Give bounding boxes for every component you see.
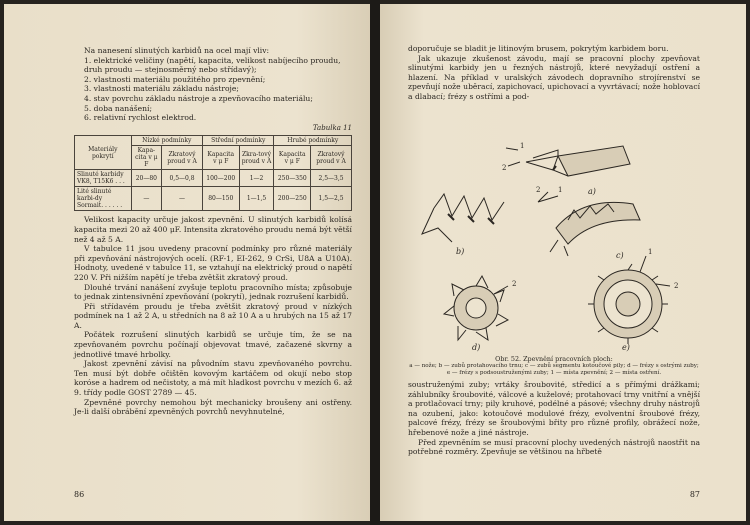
table-cell: — xyxy=(162,187,203,211)
table-group-medium: Střední podmínky xyxy=(202,136,274,146)
table-subhead: Kapa-cita v μ F xyxy=(131,146,162,170)
table-group-rough: Hrubé podmínky xyxy=(274,136,352,146)
figure-number: 2 xyxy=(502,164,507,172)
right-paragraph: soustruženými zuby; vrtáky šroubovité, středicí a s přímými drážkami; záhlubníky šroubovité, válcové a kuželové; protahovací trny vnitřní a vnější a protlačovací trny; pily kruhové, podélné a pásové; všechny druhy nástrojů na ozubení, jako: kotoučové modulové frézy, evolventní šroubové frézy, palcové frézy, frézy se šroubovými břity pro různé profily, obrážecí nože, hřebenové nože a jiné nástroje. xyxy=(408,380,700,437)
figure-caption xyxy=(408,356,700,377)
left-paragraph: Dlouhé trvání nanášení zvyšuje teplotu pracovního místa; způsobuje to jednak zintensivnění zpevňování (pokrytí), jednak rozrušení karbidů. xyxy=(74,282,352,302)
left-page xyxy=(4,4,370,521)
table-caption: Tabulka 11 xyxy=(312,123,352,132)
figure-number: 1 xyxy=(558,186,563,194)
table-row xyxy=(75,170,352,187)
right-text-top xyxy=(408,44,700,102)
table-cell: 100—200 xyxy=(202,170,239,187)
conditions-table xyxy=(74,135,352,211)
figure-label-d: d) xyxy=(472,343,481,352)
figure-title: Obr. 52. Zpevnění pracovních ploch: xyxy=(495,355,613,363)
table-row xyxy=(75,187,352,211)
table-cell-label: Lité slinuté karbi-dy Sormait. . . . . . xyxy=(75,187,132,211)
table-cell-label: Slinuté karbidy VK8, T15K6 . . . xyxy=(75,170,132,187)
saw-segment-drawing xyxy=(550,202,640,256)
figure-52 xyxy=(408,136,700,356)
tool-bit-drawing xyxy=(526,146,630,176)
left-intro: Na nanesení slinutých karbidů na ocel mají vliv: xyxy=(84,46,270,55)
table-cell: 1,5—2,5 xyxy=(311,187,352,211)
table-subhead: Zkratový proud v A xyxy=(162,146,203,170)
table-cell: 2,5—3,5 xyxy=(311,170,352,187)
figure-label-a: a) xyxy=(588,187,596,196)
factor-1: 1. elektrické veličiny (napětí, kapacita, velikost nabíjecího proudu, druh proudu — stejnosměrný nebo střídavý); xyxy=(84,55,341,75)
table-group-low: Nízké podmínky xyxy=(131,136,202,146)
table-cell: 0,5—0,8 xyxy=(162,170,203,187)
figure-label-e: e) xyxy=(622,343,630,352)
table-cell: 1—1,5 xyxy=(239,187,274,211)
page-number-left: 86 xyxy=(74,490,85,499)
factor-5: 5. doba nanášení; xyxy=(84,103,152,113)
right-paragraph: doporučuje se bladit je litinovým brusem, pokrytým karbidem boru. xyxy=(408,44,669,53)
table-cell: 20—80 xyxy=(131,170,162,187)
factor-3: 3. vlastnosti materiálu základu nástroje; xyxy=(84,84,239,94)
figure-drawing xyxy=(408,136,700,356)
broach-teeth-drawing xyxy=(422,194,504,242)
left-text-column xyxy=(74,46,352,417)
figure-number: 2 xyxy=(512,280,517,288)
factor-6: 6. relativní rychlost elektrod. xyxy=(84,113,197,123)
left-paragraph: Zpevněné povrchy nemohou být mechanicky broušeny ani ostřeny. Je-li další obrábění zpevněných povrchů nevyhnutelné, xyxy=(74,397,352,417)
sharp-tooth-mill-drawing xyxy=(444,276,508,340)
book-gutter xyxy=(370,0,380,525)
right-paragraph: Před zpevněním se musí pracovní plochy uvedených nástrojů naostřit na potřebné rozměry. Zpevňuje se většinou na hřbetě xyxy=(408,437,700,457)
right-text-bottom xyxy=(408,380,700,457)
table-cell: — xyxy=(131,187,162,211)
relieved-tooth-cutter-drawing xyxy=(588,264,668,344)
figure-label-c: c) xyxy=(616,251,624,260)
right-paragraph: Jak ukazuje zkušenost závodu, mají se pracovní plochy zpevňovat slinutými karbidy jen u řezných nástrojů, které nevyžadují ostření a hlazení. Na příklad v uralských závodech dopravního strojírenství se zpevňují nože uběrací, zapichovací, upichovací a vyvrtávací; nože hoblovací a dlabací; frézy s ostřími a pod- xyxy=(408,53,700,101)
left-paragraph: Počátek rozrušení slinutých karbidů se určuje tím, že se na zpevňovaném povrchu počínají objevovat tmavé, začazené skvrny a jednotlivé tmavé hrbolky. xyxy=(74,330,352,359)
figure-number: 2 xyxy=(674,282,679,290)
left-paragraph: Velikost kapacity určuje jakost zpevnění. U slinutých karbidů kolísá kapacita mezi 20 až 400 μF. Intensita zkratového proudu nemá být větší než 4 až 5 A. xyxy=(74,215,352,244)
right-page xyxy=(380,4,746,521)
figure-legend: a — nože; b — zubů protahovacího trnu; c — zubů segmentu kotoučové pily; d — frézy s ostrými zuby; e — frézy s podsoustruženými zuby; 1 — místa zpevnění; 2 — místa ostření. xyxy=(409,363,699,376)
table-cell: 1—2 xyxy=(239,170,274,187)
left-paragraph: V tabulce 11 jsou uvedeny pracovní podmínky pro různé materiály při zpevňování nástrojových ocelí. (RF-1, EI-262, 9 CrSi, U8A a U10A). Hodnoty, uvedené v tabulce 11, se vztahují na elektrický proud o napětí 220 V. Při nižším napětí je třeba zvětšit zkratový proud. xyxy=(74,244,352,282)
factor-2: 2. vlastnosti materiálu použitého pro zpevnění; xyxy=(84,74,266,84)
table-subhead: Kapacita v μ F xyxy=(202,146,239,170)
table-cell: 250—350 xyxy=(274,170,311,187)
page-number-right: 87 xyxy=(689,490,700,499)
figure-number: 2 xyxy=(536,186,541,194)
table-subhead: Zkratový proud v A xyxy=(311,146,352,170)
table-header-materials: Materiály pokrytí xyxy=(75,136,132,170)
figure-number: 1 xyxy=(648,248,653,256)
figure-label-b: b) xyxy=(456,247,465,256)
table-cell: 200—250 xyxy=(274,187,311,211)
table-cell: 80—150 xyxy=(202,187,239,211)
table-subhead: Kapacita v μ F xyxy=(274,146,311,170)
table-subhead: Zkra-tový proud v A xyxy=(239,146,274,170)
factor-4: 4. stav povrchu základu nástroje a zpevňovacího materiálu; xyxy=(84,93,313,103)
left-paragraph: Jakost zpevnění závisí na původním stavu zpevňovaného povrchu. Ten musí být dobře očištěn kovovým kartáčem od okují nebo stop koróse a hadrem od nečistoty, a má mít hladkost povrchu v mezích 6. až 9. třídy podle GOST 2789 — 45. xyxy=(74,359,352,398)
left-paragraph: Při střídavém proudu je třeba zvětšit zkratový proud v nízkých podmínek na 1 až 2 A, u středních na 8 až 10 A a u hrubých na 15 až 17 A. xyxy=(74,301,352,330)
figure-number: 1 xyxy=(520,142,525,150)
